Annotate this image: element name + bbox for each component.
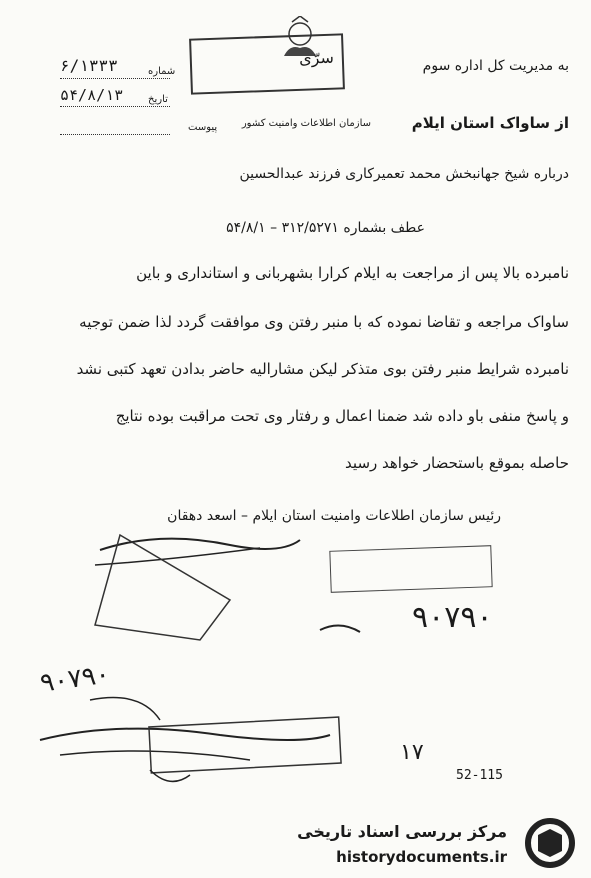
receipt-stamp bbox=[329, 545, 492, 593]
body-line: و پاسخ منفی باو داده شد ضمنا اعمال و رفتار وی تحت مراقبت بوده نتایج bbox=[115, 407, 569, 425]
body-line: حاصله بموقع باستحضار خواهد رسید bbox=[345, 454, 569, 472]
date-dotted-line bbox=[60, 106, 170, 107]
archive-title: مرکز بررسی اسناد تاریخی bbox=[297, 822, 507, 841]
body-line: ساواک مراجعه و تقاضا نموده که با منبر رفتن وی موافقت گردد لذا ضمن توجیه bbox=[79, 313, 569, 331]
confidential-stamp bbox=[189, 33, 345, 94]
document-number-value: ۶/۱۳۳۳ bbox=[60, 56, 118, 75]
number-label: شماره bbox=[148, 66, 176, 77]
sender-org: ساواک استان ایلام bbox=[411, 114, 550, 132]
sender-prefix: از bbox=[555, 114, 569, 132]
stamp-text: سرّی bbox=[298, 47, 335, 68]
attachment-dotted-line bbox=[60, 134, 170, 135]
number-dotted-line bbox=[60, 78, 170, 79]
recipient-line: به مدیریت کل اداره سوم bbox=[422, 58, 569, 74]
document-date-value: ۵۴/۸/۱۳ bbox=[60, 86, 124, 104]
date-label: تاریخ bbox=[148, 94, 168, 105]
handwritten-code: ۱۷ bbox=[400, 740, 424, 765]
reference-line: عطف بشماره ۳۱۲/۵۲۷۱ – ۵۴/۸/۱ bbox=[226, 220, 425, 236]
body-line: نامبرده شرایط منبر رفتن بوی متذکر لیکن مشارالیه حاضر بدادن تعهد کتبی نشد bbox=[76, 360, 569, 378]
attachment-label: پیوست bbox=[188, 122, 218, 133]
handwritten-number-left: ۹۰۷۹۰ bbox=[38, 659, 112, 699]
subject-line: درباره شیخ جهانبخش محمد تعمیرکاری فرزند عبدالحسین bbox=[239, 166, 569, 182]
handwritten-number: ۹۰۷۹۰ bbox=[412, 600, 493, 635]
sender-org-subtitle: سازمان اطلاعات وامنیت کشور bbox=[241, 118, 371, 129]
signature-line: رئیس سازمان اطلاعات وامنیت استان ایلام – اسعد دهقان bbox=[167, 508, 501, 524]
sender-line bbox=[412, 114, 569, 132]
body-line: نامبرده بالا پس از مراجعت به ایلام کرارا بشهربانی و استانداری و باین bbox=[136, 264, 569, 282]
archive-logo-icon bbox=[520, 815, 580, 875]
archive-url: historydocuments.ir bbox=[336, 848, 507, 866]
archive-number: 52-115 bbox=[456, 768, 503, 783]
